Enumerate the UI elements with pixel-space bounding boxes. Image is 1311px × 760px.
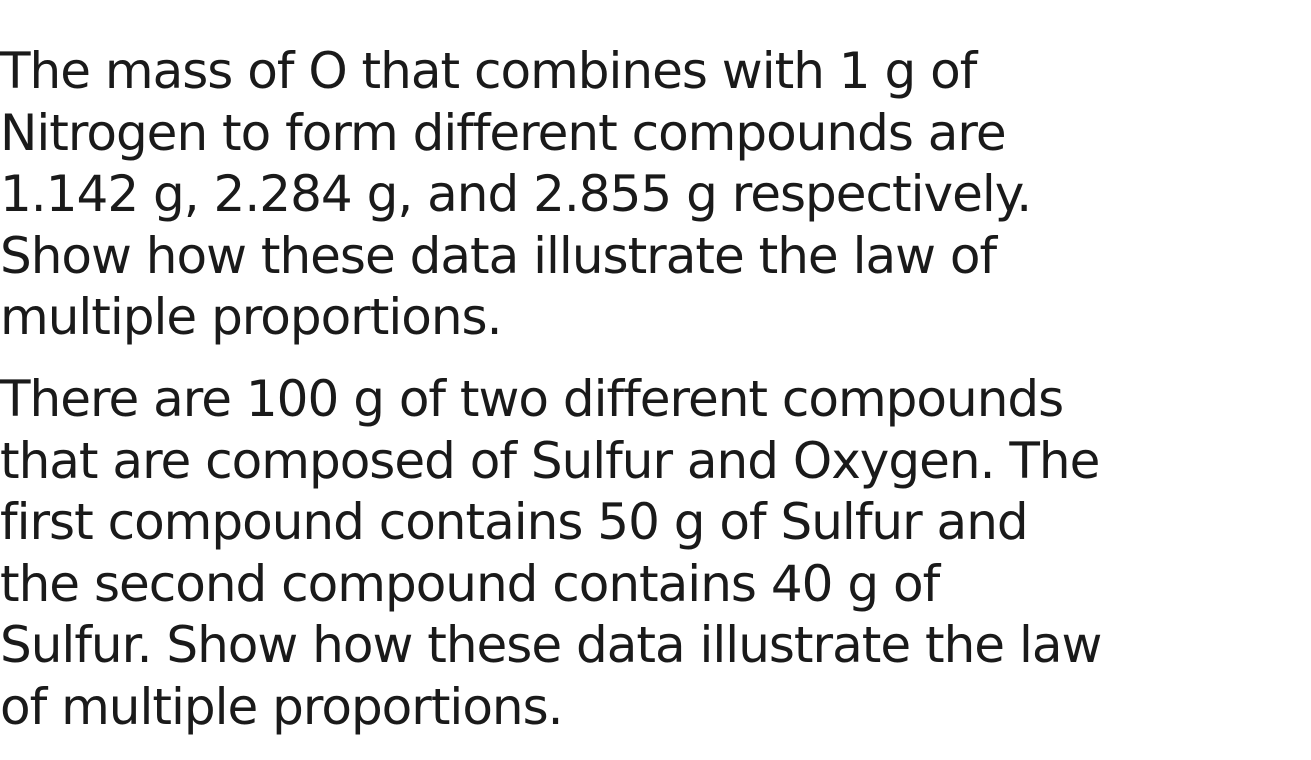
question-line: There are 100 g of two different compounds [0, 370, 1064, 428]
question-nitrogen-oxygen [0, 41, 1031, 349]
question-line: Sulfur. Show how these data illustrate the law [0, 616, 1102, 674]
question-line: multiple proportions. [0, 288, 502, 346]
question-sulfur-oxygen [0, 369, 1101, 738]
question-line: the second compound contains 40 g of [0, 554, 940, 613]
question-line: first compound contains 50 g of Sulfur and [0, 493, 1028, 551]
question-line: that are composed of Sulfur and Oxygen. The [0, 431, 1100, 490]
question-line: Nitrogen to form different compounds are [0, 103, 1006, 162]
question-line: The mass of O that combines with 1 g of [0, 42, 977, 100]
question-line: 1.142 g, 2.284 g, and 2.855 g respectively. [0, 165, 1032, 223]
question-line: Show how these data illustrate the law of [0, 226, 997, 285]
question-line: of multiple proportions. [0, 677, 563, 736]
